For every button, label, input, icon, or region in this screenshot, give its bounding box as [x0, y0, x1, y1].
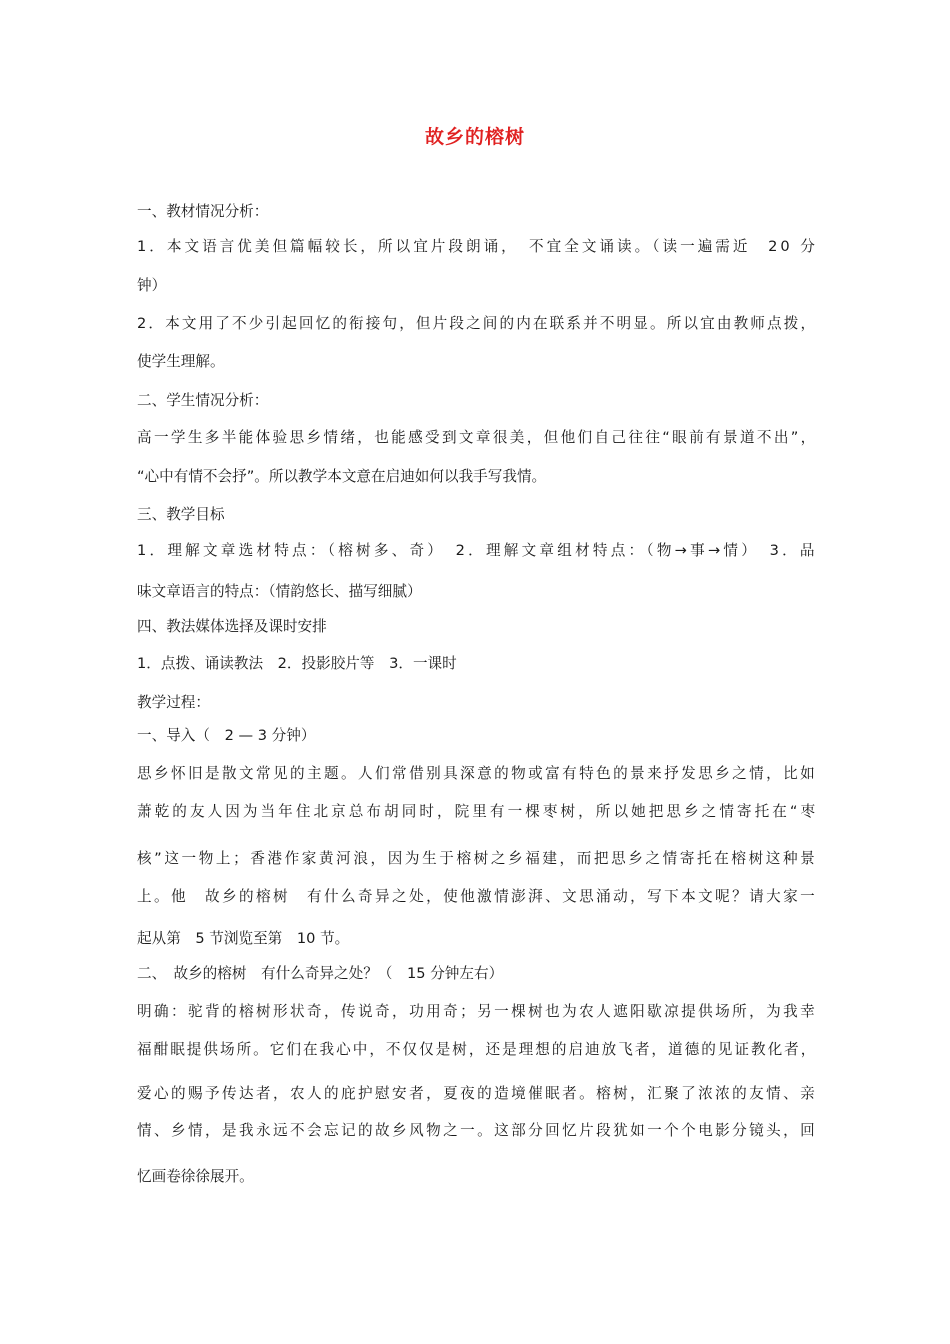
paragraph-line: 味文章语言的特点：（情韵悠长、描写细腻）	[137, 583, 422, 600]
section-heading: 三、教学目标	[137, 506, 225, 523]
section-heading: 二、 故乡的榕树 有什么奇异之处？（ 15 分钟左右）	[137, 965, 504, 982]
paragraph-line: “心中有情不会抒”。所以教学本文意在启迪如何以我手写我情。	[137, 468, 547, 485]
paragraph-line: 1．本文语言优美但篇幅较长，所以宜片段朗诵， 不宜全文诵读。（读一遍需近 20 分	[137, 238, 818, 255]
paragraph-line: 萧乾的友人因为当年住北京总布胡同时，院里有一棵枣树，所以她把思乡之情寄托在“枣	[137, 803, 819, 820]
section-heading: 二、学生情况分析：	[137, 392, 269, 409]
paragraph-line: 思乡怀旧是散文常见的主题。人们常借别具深意的物或富有特色的景来抒发思乡之情，比如	[137, 765, 818, 782]
section-heading: 教学过程：	[137, 694, 210, 711]
paragraph-line: 使学生理解。	[137, 353, 225, 370]
paragraph-line: 情、乡情，是我永远不会忘记的故乡风物之一。这部分回忆片段犹如一个个电影分镜头，回	[137, 1122, 818, 1139]
paragraph-line: 起从第 5 节浏览至第 10 节。	[137, 930, 350, 947]
paragraph-line: 2．本文用了不少引起回忆的衔接句，但片段之间的内在联系并不明显。所以宜由教师点拨，	[137, 315, 818, 332]
paragraph-line: 1．理解文章选材特点：（榕树多、奇） 2．理解文章组材特点：（物→事→情） 3．品	[137, 542, 818, 559]
paragraph-line: 福酣眠提供场所。它们在我心中，不仅仅是树，还是理想的启迪放飞者，道德的见证教化者，	[137, 1041, 818, 1058]
paragraph-line: 核”这一物上；香港作家黄河浪，因为生于榕树之乡福建，而把思乡之情寄托在榕树这种景	[137, 850, 818, 867]
section-heading: 一、导入（ 2 — 3 分钟）	[137, 727, 316, 744]
section-heading: 一、教材情况分析：	[137, 203, 269, 220]
paragraph-line: 钟）	[137, 277, 167, 294]
section-heading: 四、教法媒体选择及课时安排	[137, 618, 327, 635]
paragraph-line: 爱心的赐予传达者，农人的庇护慰安者，夏夜的造境催眠者。榕树，汇聚了浓浓的友情、亲	[137, 1085, 818, 1102]
paragraph-line: 1．点拨、诵读教法 2．投影胶片等 3．一课时	[137, 655, 457, 672]
paragraph-line: 忆画卷徐徐展开。	[137, 1168, 254, 1185]
paragraph-line: 上。他 故乡的榕树 有什么奇异之处，使他激情澎湃、文思涌动，写下本文呢？请大家一	[137, 888, 818, 905]
paragraph-line: 明确：驼背的榕树形状奇，传说奇，功用奇；另一棵树也为农人遮阳歇凉提供场所，为我幸	[137, 1003, 818, 1020]
document-title: 故乡的榕树	[424, 126, 525, 148]
paragraph-line: 高一学生多半能体验思乡情绪，也能感受到文章很美，但他们自己往往“眼前有景道不出”，	[137, 429, 818, 446]
